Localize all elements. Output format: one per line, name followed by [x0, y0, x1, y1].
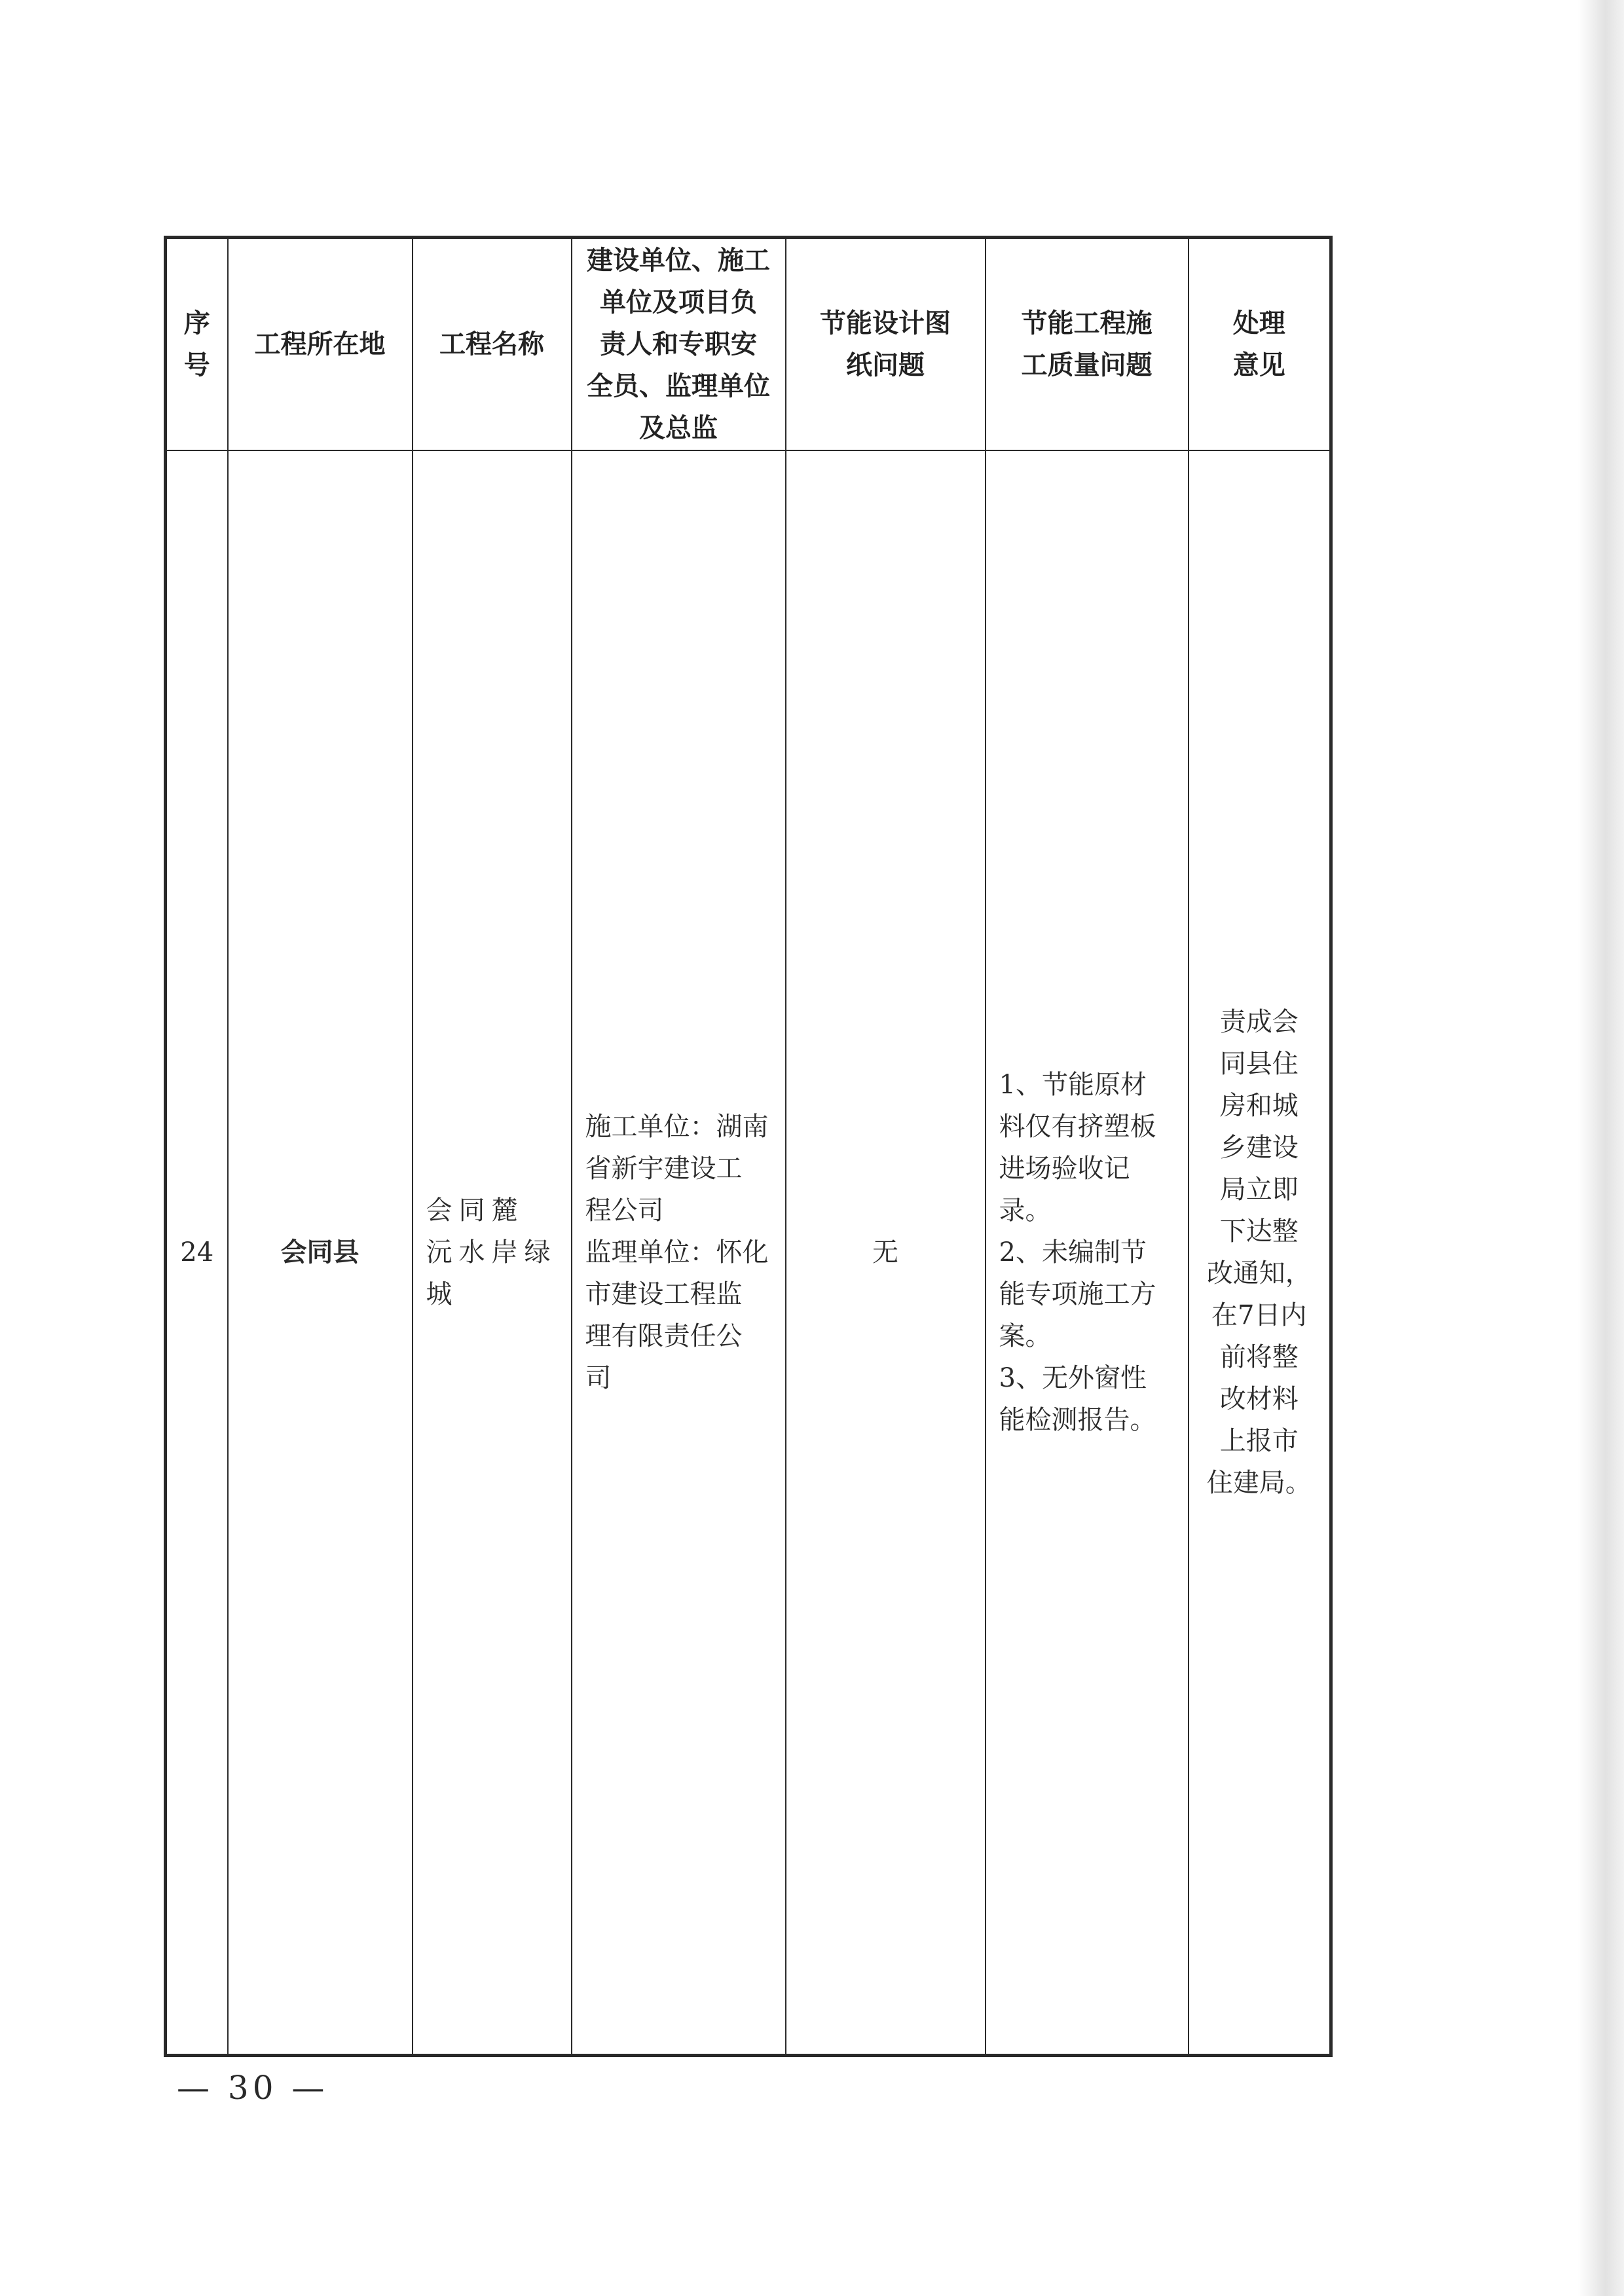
- header-design-issues: 节能设计图 纸问题: [786, 238, 986, 451]
- cell-design-issues: 无: [786, 450, 986, 2056]
- header-project-name: 工程名称: [413, 238, 572, 451]
- cell-remedy: 责成会 同县住 房和城 乡建设 局立即 下达整 改通知， 在7日内 前将整 改材料 上报市 住建局。: [1189, 450, 1331, 2056]
- cell-project-name: 会同麓 沅水岸绿 城: [413, 450, 572, 2056]
- cell-quality-issues: 1、节能原材 料仅有挤塑板 进场验收记 录。 2、未编制节 能专项施工方 案。 3、无外窗性 能检测报告。: [986, 450, 1189, 2056]
- table-row: [166, 450, 1331, 2056]
- table-header-row: [166, 238, 1331, 451]
- scan-edge: [1578, 0, 1624, 2296]
- header-seq: 序 号: [166, 238, 228, 451]
- cell-responsible-units: 施工单位：湖南 省新宇建设工 程公司 监理单位：怀化 市建设工程监 理有限责任公 司: [572, 450, 786, 2056]
- inspection-table: [164, 236, 1333, 2057]
- header-responsible-units: 建设单位、施工 单位及项目负 责人和专职安 全员、监理单位 及总监: [572, 238, 786, 451]
- header-quality-issues: 节能工程施 工质量问题: [986, 238, 1189, 451]
- header-remedy: 处理 意见: [1189, 238, 1331, 451]
- page-number: — 30 —: [177, 2069, 329, 2107]
- cell-seq: 24: [166, 450, 228, 2056]
- header-location: 工程所在地: [228, 238, 413, 451]
- cell-location: 会同县: [228, 450, 413, 2056]
